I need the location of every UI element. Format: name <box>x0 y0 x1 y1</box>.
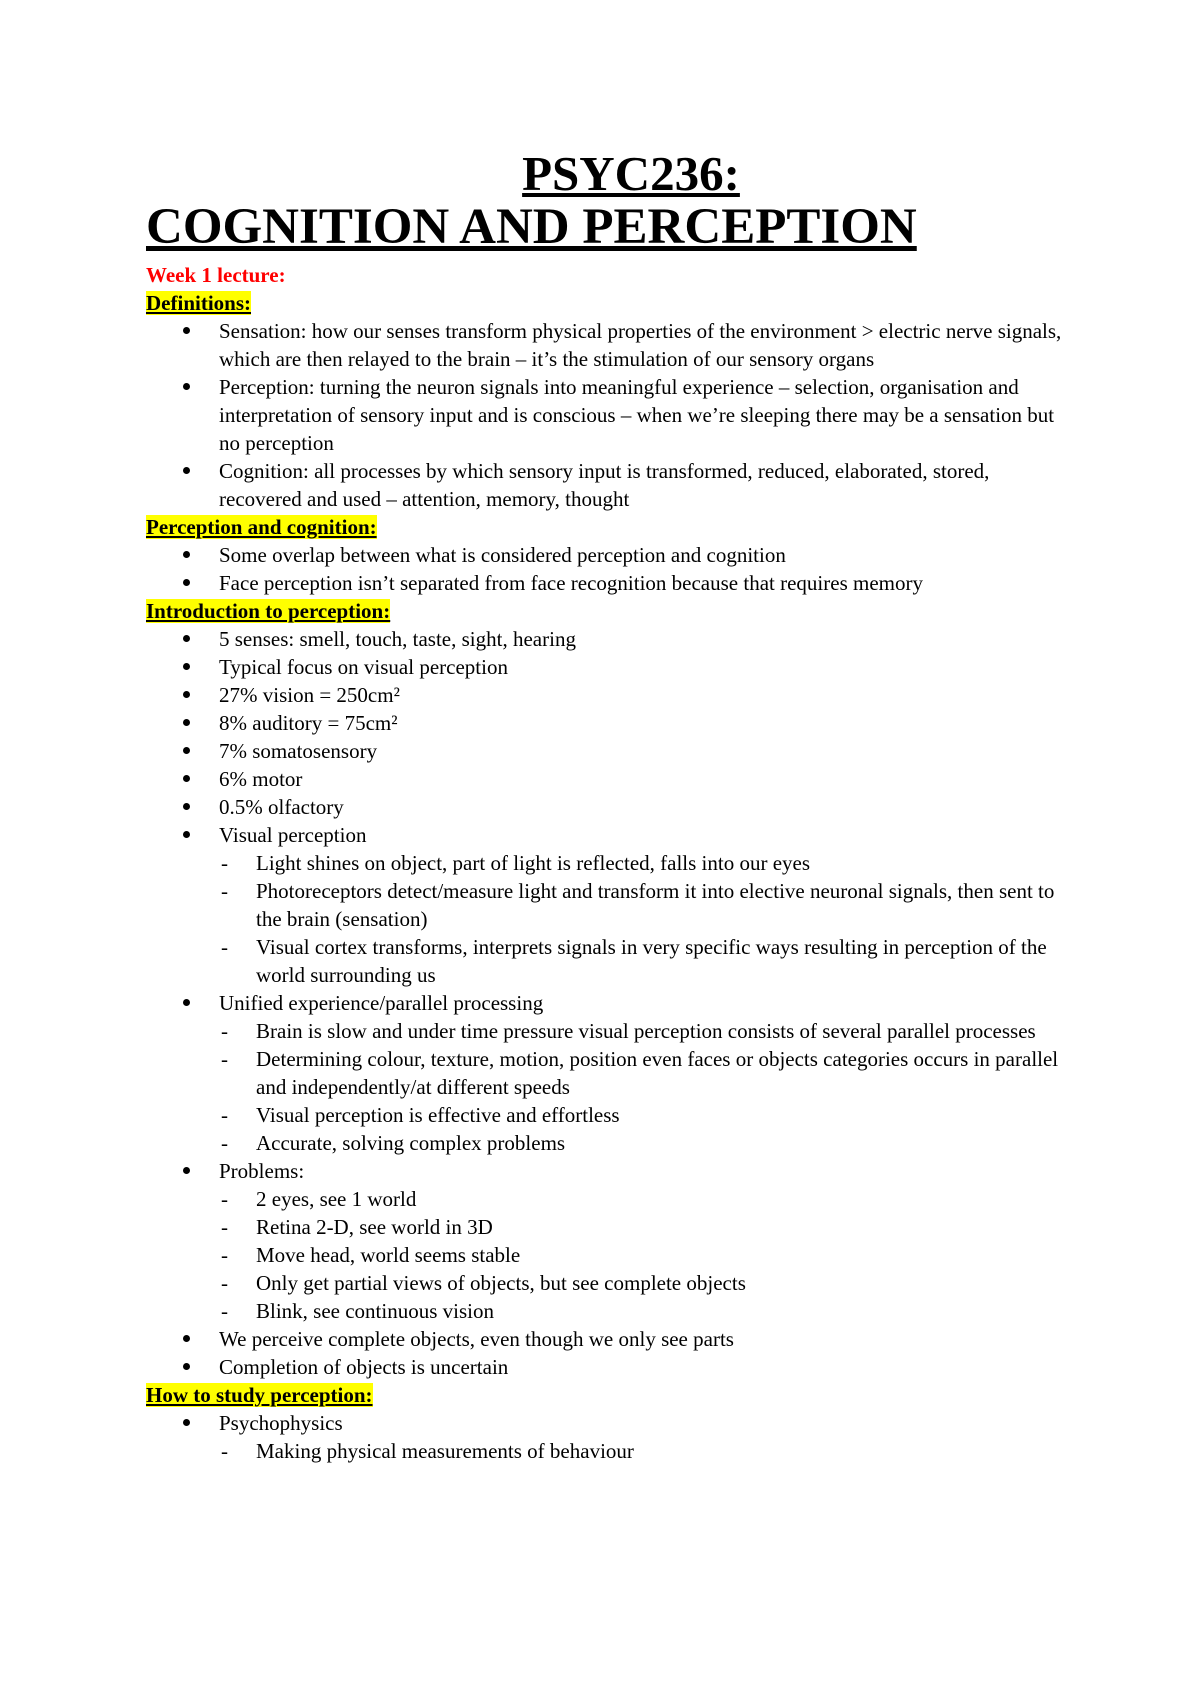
sub-list-item-text: Photoreceptors detect/measure light and transform it into elective neuronal signals, then sent to the brain (sensation) <box>256 878 1055 931</box>
list-item <box>146 373 1076 457</box>
sub-list-item-text: Blink, see continuous vision <box>256 1298 494 1323</box>
sub-list-item-text: Determining colour, texture, motion, position even faces or objects categories occurs in parallel and independently/at different speeds <box>256 1046 1059 1099</box>
section-heading-text: Perception and cognition: <box>146 514 377 539</box>
dash-icon: - <box>221 1242 228 1267</box>
dash-icon: - <box>221 1214 228 1239</box>
list-item <box>146 793 1076 821</box>
list-item <box>146 681 1076 709</box>
bullet-list <box>146 625 1076 1381</box>
bullet-icon <box>183 719 190 726</box>
list-item-text: Face perception isn’t separated from face recognition because that requires memory <box>219 570 923 595</box>
sub-list-item-text: Making physical measurements of behaviour <box>256 1438 634 1463</box>
bullet-icon <box>183 467 190 474</box>
bullet-icon <box>183 747 190 754</box>
bullet-icon <box>183 579 190 586</box>
lecture-label: Week 1 lecture: <box>146 262 286 287</box>
list-item <box>146 653 1076 681</box>
sub-list-item <box>219 1297 1076 1325</box>
list-item-text: 27% vision = 250cm² <box>219 682 400 707</box>
section-heading <box>146 513 1076 541</box>
sub-list-item-text: Move head, world seems stable <box>256 1242 521 1267</box>
dash-icon: - <box>221 1018 228 1043</box>
list-item <box>146 709 1076 737</box>
bullet-icon <box>183 635 190 642</box>
sub-list-item <box>219 933 1076 989</box>
bullet-icon <box>183 1335 190 1342</box>
dash-icon: - <box>221 1270 228 1295</box>
bullet-list <box>146 317 1076 513</box>
sub-list-item <box>219 1269 1076 1297</box>
bullet-icon <box>183 1167 190 1174</box>
dash-icon: - <box>221 1438 228 1463</box>
list-item-text: 6% motor <box>219 766 303 791</box>
list-item <box>146 821 1076 989</box>
list-item <box>146 737 1076 765</box>
dash-icon: - <box>221 850 228 875</box>
bullet-list <box>146 541 1076 597</box>
list-item-text: Some overlap between what is considered perception and cognition <box>219 542 786 567</box>
sub-list <box>219 849 1076 989</box>
notes-sections <box>146 289 1076 1465</box>
bullet-icon <box>183 831 190 838</box>
bullet-icon <box>183 383 190 390</box>
title-course-name: COGNITION AND PERCEPTION <box>146 199 917 256</box>
list-item-text: Typical focus on visual perception <box>219 654 508 679</box>
bullet-icon <box>183 1363 190 1370</box>
list-item-text: Perception: turning the neuron signals into meaningful experience – selection, organisation and interpretation of sensory input and is conscious – when we’re sleeping there may be a sensation but no perception <box>219 374 1055 455</box>
sub-list-item-text: Visual cortex transforms, interprets signals in very specific ways resulting in perception of the world surrounding us <box>256 934 1047 987</box>
bullet-icon <box>183 551 190 558</box>
list-item-text: Psychophysics <box>219 1410 343 1435</box>
list-item <box>146 1409 1076 1465</box>
sub-list-item <box>219 1437 1076 1465</box>
list-item <box>146 569 1076 597</box>
list-item <box>146 317 1076 373</box>
bullet-icon <box>183 803 190 810</box>
list-item-text: We perceive complete objects, even though we only see parts <box>219 1326 734 1351</box>
dash-icon: - <box>221 1130 228 1155</box>
section-heading-text: How to study perception: <box>146 1382 373 1407</box>
list-item <box>146 1325 1076 1353</box>
sub-list-item <box>219 1045 1076 1101</box>
dash-icon: - <box>221 1186 228 1211</box>
list-item <box>146 541 1076 569</box>
sub-list-item-text: Only get partial views of objects, but see complete objects <box>256 1270 746 1295</box>
sub-list-item <box>219 1017 1076 1045</box>
sub-list <box>219 1437 1076 1465</box>
bullet-icon <box>183 1419 190 1426</box>
dash-icon: - <box>221 1046 228 1071</box>
bullet-icon <box>183 663 190 670</box>
bullet-icon <box>183 999 190 1006</box>
bullet-icon <box>183 691 190 698</box>
list-item-text: Completion of objects is uncertain <box>219 1354 509 1379</box>
list-item <box>146 1157 1076 1325</box>
sub-list-item <box>219 849 1076 877</box>
sub-list-item <box>219 1241 1076 1269</box>
document-body <box>146 148 1076 1465</box>
sub-list-item <box>219 1185 1076 1213</box>
dash-icon: - <box>221 934 228 959</box>
sub-list-item-text: Brain is slow and under time pressure visual perception consists of several parallel processes <box>256 1018 1036 1043</box>
sub-list <box>219 1185 1076 1325</box>
sub-list-item-text: Accurate, solving complex problems <box>256 1130 566 1155</box>
list-item-text: 5 senses: smell, touch, taste, sight, hearing <box>219 626 576 651</box>
dash-icon: - <box>221 1102 228 1127</box>
list-item <box>146 625 1076 653</box>
list-item-text: 7% somatosensory <box>219 738 378 763</box>
sub-list-item-text: 2 eyes, see 1 world <box>256 1186 417 1211</box>
list-item-text: Problems: <box>219 1158 305 1183</box>
sub-list-item-text: Light shines on object, part of light is reflected, falls into our eyes <box>256 850 811 875</box>
section-heading-text: Definitions: <box>146 290 251 315</box>
section-heading-text: Introduction to perception: <box>146 598 391 623</box>
list-item-text: Visual perception <box>219 822 367 847</box>
sub-list-item <box>219 1101 1076 1129</box>
list-item <box>146 457 1076 513</box>
bullet-icon <box>183 775 190 782</box>
list-item <box>146 765 1076 793</box>
list-item <box>146 1353 1076 1381</box>
list-item <box>146 989 1076 1157</box>
sub-list-item <box>219 1213 1076 1241</box>
list-item-text: Sensation: how our senses transform physical properties of the environment > electric nerve signals, which are then relayed to the brain – it’s the stimulation of our sensory organs <box>219 318 1062 371</box>
list-item-text: 8% auditory = 75cm² <box>219 710 398 735</box>
title-course-code: PSYC236: <box>522 146 740 201</box>
bullet-icon <box>183 327 190 334</box>
list-item-text: Cognition: all processes by which sensory input is transformed, reduced, elaborated, stored, recovered and used – attention, memory, thought <box>219 458 990 511</box>
sub-list-item-text: Visual perception is effective and effortless <box>256 1102 620 1127</box>
list-item-text: 0.5% olfactory <box>219 794 344 819</box>
dash-icon: - <box>221 878 228 903</box>
sub-list <box>219 1017 1076 1157</box>
dash-icon: - <box>221 1298 228 1323</box>
section-heading <box>146 289 1076 317</box>
list-item-text: Unified experience/parallel processing <box>219 990 544 1015</box>
sub-list-item <box>219 877 1076 933</box>
sub-list-item-text: Retina 2-D, see world in 3D <box>256 1214 493 1239</box>
section-heading <box>146 597 1076 625</box>
section-heading <box>146 1381 1076 1409</box>
bullet-list <box>146 1409 1076 1465</box>
sub-list-item <box>219 1129 1076 1157</box>
